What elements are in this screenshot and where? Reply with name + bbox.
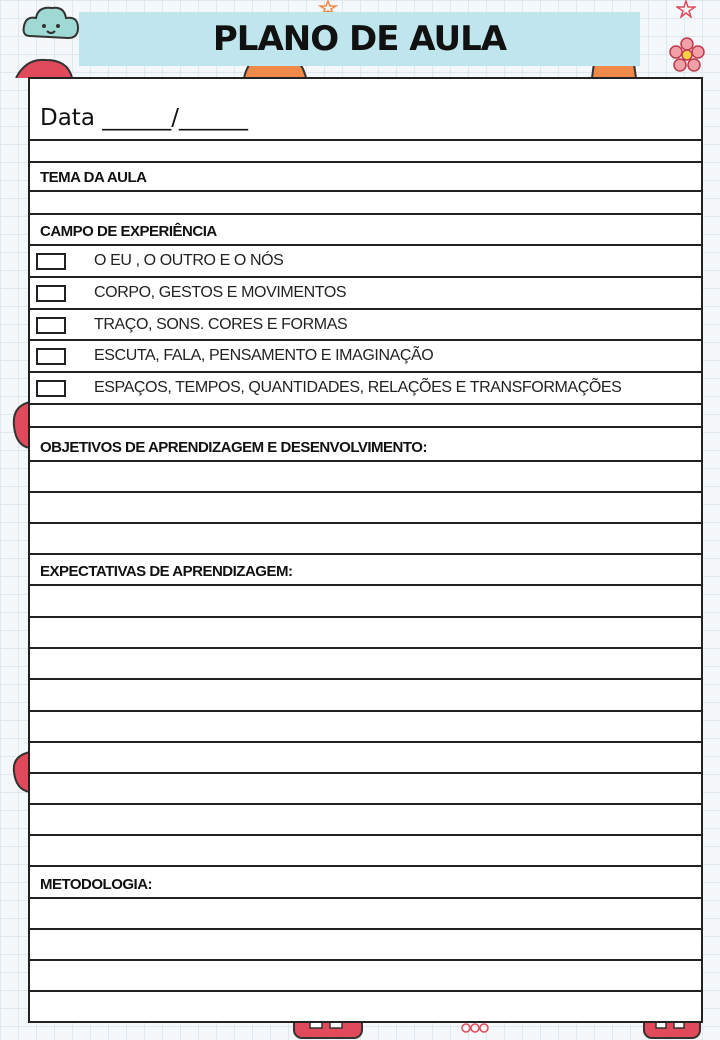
option-label: O EU , O OUTRO E O NÓS	[94, 252, 284, 269]
checkbox-row-0[interactable]	[30, 246, 701, 278]
write-line[interactable]	[30, 774, 701, 805]
campo-label: CAMPO DE EXPERIÊNCIA	[40, 223, 217, 240]
blank-line[interactable]	[30, 192, 701, 215]
option-label: TRAÇO, SONS. CORES E FORMAS	[94, 316, 348, 333]
option-checkbox[interactable]	[36, 348, 66, 365]
option-label: CORPO, GESTOS E MOVIMENTOS	[94, 284, 347, 301]
checkbox-row-3[interactable]	[30, 341, 701, 373]
option-checkbox[interactable]	[36, 317, 66, 334]
cloud-doodle-icon	[20, 2, 82, 46]
metodologia-row	[30, 867, 701, 899]
checkbox-row-1[interactable]	[30, 278, 701, 310]
expectativas-row	[30, 555, 701, 586]
write-line[interactable]	[30, 618, 701, 649]
write-line[interactable]	[30, 836, 701, 867]
write-line[interactable]	[30, 805, 701, 836]
write-line[interactable]	[30, 493, 701, 524]
write-line[interactable]	[30, 462, 701, 493]
write-line[interactable]	[30, 524, 701, 555]
option-label: ESPAÇOS, TEMPOS, QUANTIDADES, RELAÇÕES E TRANSFORMAÇÕES	[94, 379, 622, 396]
write-line[interactable]	[30, 586, 701, 618]
date-label: Data ______/______	[40, 105, 248, 131]
metodologia-label: METODOLOGIA:	[40, 876, 153, 893]
objetivos-row	[30, 428, 701, 462]
write-line[interactable]	[30, 712, 701, 743]
tema-label: TEMA DA AULA	[40, 169, 147, 186]
flower-doodle-icon	[668, 36, 706, 74]
option-checkbox[interactable]	[36, 380, 66, 397]
blank-line[interactable]	[30, 141, 701, 163]
objetivos-label: OBJETIVOS DE APRENDIZAGEM E DESENVOLVIMENTO:	[40, 439, 427, 456]
option-checkbox[interactable]	[36, 285, 66, 302]
option-label: ESCUTA, FALA, PENSAMENTO E IMAGINAÇÃO	[94, 347, 434, 364]
monster-doodle-icon	[8, 750, 30, 794]
write-line[interactable]	[30, 899, 701, 930]
checkbox-row-4[interactable]	[30, 373, 701, 405]
monster-doodle-icon	[12, 58, 76, 78]
blank-line[interactable]	[30, 405, 701, 428]
write-line[interactable]	[30, 743, 701, 774]
monster-doodle-icon	[8, 400, 30, 450]
expectativas-label: EXPECTATIVAS DE APRENDIZAGEM:	[40, 563, 293, 580]
title-banner	[79, 12, 640, 66]
page-title: PLANO DE AULA	[212, 19, 507, 59]
option-checkbox[interactable]	[36, 253, 66, 270]
write-line[interactable]	[30, 930, 701, 961]
campo-row	[30, 215, 701, 246]
write-line[interactable]	[30, 649, 701, 680]
checkbox-row-2[interactable]	[30, 310, 701, 341]
date-row[interactable]	[30, 79, 701, 141]
star-doodle-icon	[676, 0, 696, 18]
write-line[interactable]	[30, 680, 701, 712]
tema-row[interactable]	[30, 163, 701, 192]
write-line[interactable]	[30, 961, 701, 992]
lesson-plan-sheet	[28, 77, 703, 1023]
